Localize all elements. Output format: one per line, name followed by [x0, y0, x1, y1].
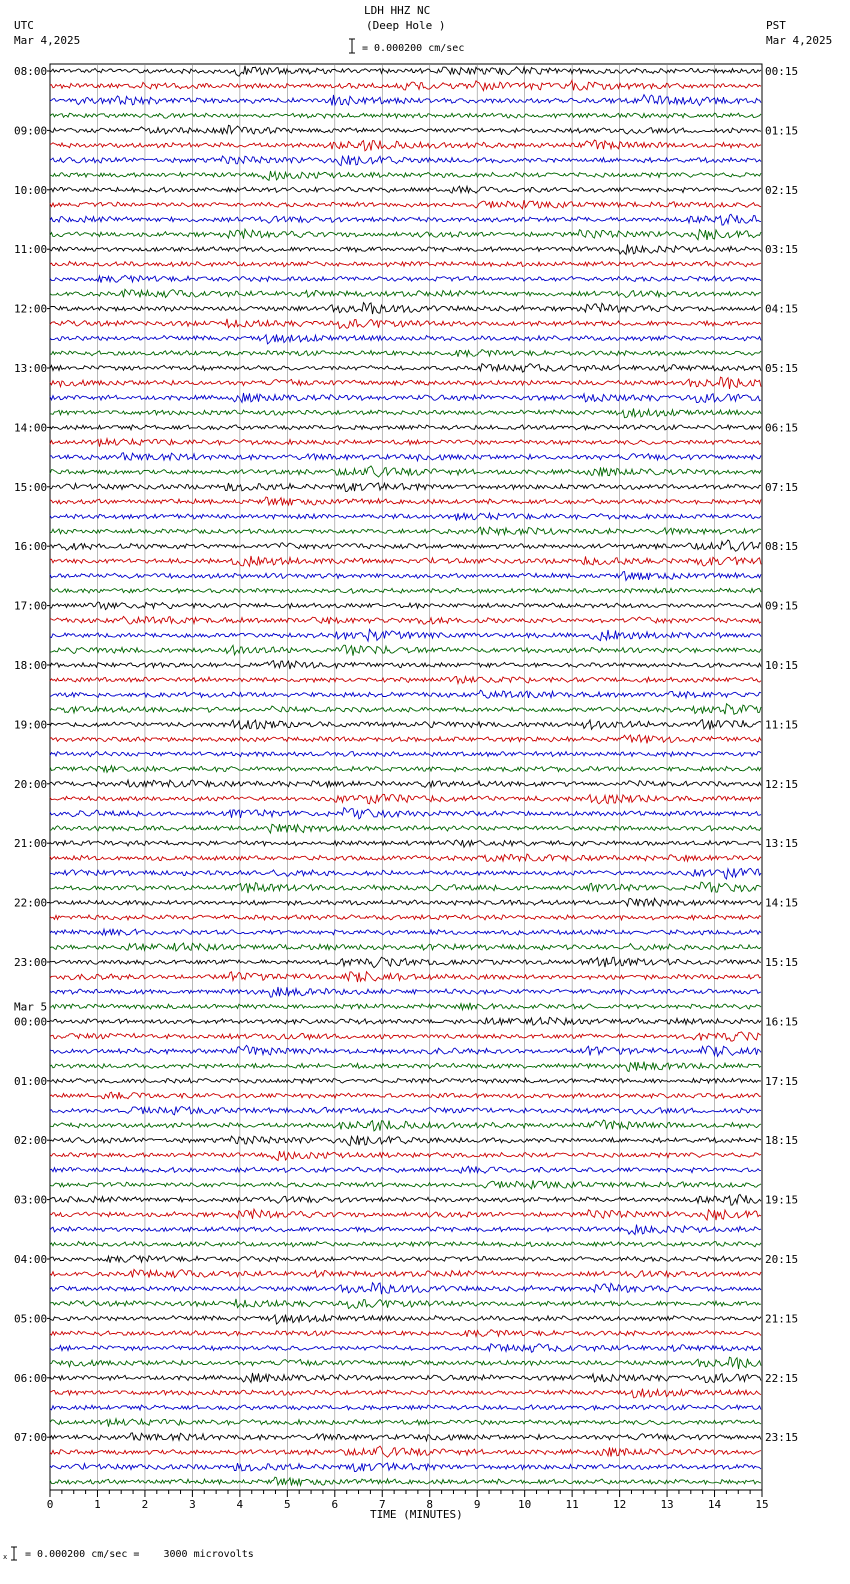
- pst-hour-label: 09:15: [765, 599, 799, 613]
- seismic-trace: [50, 572, 761, 581]
- seismic-trace: [50, 808, 761, 819]
- seismic-trace: [50, 497, 761, 506]
- x-tick-label: 13: [660, 1498, 674, 1511]
- pst-hour-label: 06:15: [765, 421, 799, 435]
- pst-hour-label: 20:15: [765, 1253, 799, 1266]
- pst-hour-label: 12:15: [765, 777, 799, 791]
- seismic-trace: [50, 140, 761, 151]
- seismic-trace: [50, 289, 761, 297]
- seismic-trace: [50, 720, 761, 730]
- utc-hour-label: 17:00: [14, 599, 48, 613]
- utc-hour-label: 04:00: [14, 1253, 48, 1266]
- seismic-trace: [50, 854, 761, 861]
- seismic-trace: [50, 1209, 761, 1220]
- pst-hour-label: 16:15: [765, 1015, 799, 1029]
- x-tick-label: 6: [331, 1498, 339, 1511]
- pst-hour-label: 23:15: [765, 1431, 799, 1445]
- left-date: Mar 4,2025: [14, 34, 81, 47]
- utc-hour-label: 12:00: [14, 302, 48, 316]
- seismic-trace: [50, 588, 761, 593]
- utc-hour-label: 22:00: [14, 896, 48, 910]
- station-title: LDH HHZ NC: [364, 4, 431, 17]
- seismic-trace: [50, 1357, 761, 1369]
- seismic-trace: [50, 1107, 761, 1115]
- seismic-trace: [50, 943, 761, 951]
- svg-text:x: x: [3, 1553, 8, 1561]
- utc-hour-label: 23:00: [14, 956, 48, 969]
- seismic-trace: [50, 156, 761, 166]
- seismic-trace: [50, 824, 761, 833]
- pst-hour-label: 07:15: [765, 480, 799, 494]
- seismic-trace: [50, 794, 761, 804]
- seismic-trace: [50, 752, 761, 757]
- seismic-trace: [50, 377, 761, 389]
- seismic-trace: [50, 171, 761, 180]
- pst-hour-label: 21:15: [765, 1312, 799, 1326]
- utc-hour-label: 11:00: [14, 243, 48, 257]
- seismic-trace: [50, 466, 761, 477]
- seismic-trace: [50, 704, 761, 715]
- x-tick-label: 9: [473, 1498, 481, 1511]
- seismic-trace: [50, 1433, 761, 1441]
- seismic-trace: [50, 661, 761, 669]
- seismic-trace: [50, 1283, 761, 1295]
- pst-hour-label: 19:15: [765, 1193, 799, 1207]
- seismic-trace: [50, 1477, 761, 1486]
- seismic-trace: [50, 780, 761, 787]
- seismic-trace: [50, 1166, 761, 1173]
- seismic-trace: [50, 677, 761, 684]
- seismic-trace: [50, 186, 761, 193]
- pst-hour-label: 15:15: [765, 956, 799, 969]
- seismic-trace: [50, 393, 761, 403]
- utc-hour-label: 05:00: [14, 1312, 48, 1326]
- utc-hour-label: 20:00: [14, 777, 48, 791]
- seismic-trace: [50, 616, 761, 624]
- utc-hour-label: 14:00: [14, 421, 48, 435]
- x-tick-label: 14: [707, 1498, 722, 1511]
- x-tick-label: 5: [284, 1498, 291, 1511]
- seismic-trace: [50, 898, 761, 906]
- seismic-trace: [50, 1032, 761, 1041]
- seismic-trace: [50, 425, 761, 430]
- x-tick-label: 0: [46, 1498, 54, 1511]
- seismic-trace: [50, 303, 761, 315]
- seismic-trace: [50, 1269, 761, 1277]
- seismic-trace: [50, 229, 761, 240]
- pst-hour-label: 02:15: [765, 183, 799, 197]
- seismic-trace: [50, 1194, 761, 1205]
- seismic-trace: [50, 1078, 761, 1083]
- seismic-trace: [50, 245, 761, 255]
- seismic-trace: [50, 364, 761, 373]
- utc-hour-label: 01:00: [14, 1074, 48, 1088]
- seismic-trace: [50, 214, 761, 225]
- seismic-trace: [50, 125, 761, 134]
- seismic-trace: [50, 513, 761, 521]
- seismic-trace: [50, 527, 761, 535]
- utc-hour-label: 09:00: [14, 124, 48, 138]
- seismic-trace: [50, 1225, 761, 1235]
- utc-hour-label: 08:00: [14, 65, 48, 78]
- seismic-trace: [50, 1299, 761, 1309]
- utc-hour-label: 06:00: [14, 1371, 48, 1385]
- seismic-trace: [50, 1405, 761, 1410]
- seismic-trace: [50, 1242, 761, 1247]
- seismic-trace: [50, 987, 761, 997]
- right-date: Mar 4,2025: [766, 34, 833, 47]
- seismic-trace: [50, 95, 761, 106]
- seismic-trace: [50, 929, 761, 936]
- seismic-trace: [50, 868, 761, 879]
- utc-hour-label: 13:00: [14, 362, 48, 375]
- seismic-trace: [50, 540, 761, 551]
- seismic-trace: [50, 80, 761, 90]
- seismic-trace: [50, 319, 761, 329]
- utc-hour-label: 16:00: [14, 540, 48, 554]
- x-tick-label: 4: [236, 1498, 244, 1511]
- utc-hour-label: 15:00: [14, 480, 48, 494]
- seismic-trace: [50, 275, 761, 282]
- seismic-trace: [50, 1136, 761, 1146]
- footer-scale-note: = 0.000200 cm/sec = 3000 microvolts: [25, 1549, 254, 1560]
- x-tick-label: 11: [565, 1498, 579, 1511]
- x-tick-label: 3: [189, 1498, 196, 1511]
- utc-hour-label: 19:00: [14, 718, 48, 732]
- pst-hour-label: 18:15: [765, 1134, 799, 1148]
- seismic-trace: [50, 957, 761, 967]
- seismic-trace: [50, 556, 761, 566]
- seismic-trace: [50, 66, 761, 76]
- x-tick-label: 7: [378, 1498, 386, 1511]
- seismic-trace: [50, 1092, 761, 1099]
- seismic-trace: [50, 350, 761, 357]
- seismic-trace: [50, 1446, 761, 1457]
- seismic-trace: [50, 409, 761, 418]
- seismic-trace: [50, 915, 761, 920]
- utc-hour-label: 02:00: [14, 1134, 48, 1148]
- pst-hour-label: 03:15: [765, 243, 799, 257]
- seismic-trace: [50, 200, 761, 209]
- pst-hour-label: 13:15: [765, 837, 799, 851]
- utc-hour-label: 00:00: [14, 1015, 48, 1029]
- seismic-trace: [50, 1003, 761, 1010]
- seismic-trace: [50, 1062, 761, 1072]
- seismic-trace: [50, 1330, 761, 1337]
- seismic-trace: [50, 1045, 761, 1056]
- seismic-trace: [50, 483, 761, 492]
- pst-hour-label: 05:15: [765, 362, 799, 375]
- scale-label: = 0.000200 cm/sec: [362, 43, 465, 54]
- seismic-trace: [50, 690, 761, 698]
- pst-hour-label: 04:15: [765, 302, 799, 316]
- x-tick-label: 8: [426, 1498, 434, 1511]
- seismic-trace: [50, 1017, 761, 1025]
- seismic-trace: [50, 1180, 761, 1189]
- pst-hour-label: 14:15: [765, 896, 799, 910]
- seismic-trace: [50, 335, 761, 344]
- seismic-trace: [50, 261, 761, 266]
- seismic-trace: [50, 972, 761, 982]
- site-title: (Deep Hole ): [366, 19, 446, 32]
- pst-hour-label: 17:15: [765, 1074, 799, 1088]
- seismic-trace: [50, 1255, 761, 1262]
- x-tick-label: 1: [94, 1498, 101, 1511]
- left-timezone: UTC: [14, 19, 34, 32]
- seismic-trace: [50, 629, 761, 641]
- pst-hour-label: 22:15: [765, 1371, 799, 1385]
- seismic-trace: [50, 1419, 761, 1427]
- seismic-trace: [50, 882, 761, 893]
- seismic-trace: [50, 1315, 761, 1324]
- pst-hour-label: 01:15: [765, 124, 799, 138]
- seismic-trace: [50, 453, 761, 461]
- x-tick-label: 12: [612, 1498, 627, 1511]
- seismic-trace: [50, 1151, 761, 1160]
- utc-hour-label: 21:00: [14, 837, 48, 851]
- seismic-trace: [50, 840, 761, 847]
- pst-hour-label: 00:15: [765, 65, 799, 78]
- utc-hour-label: 07:00: [14, 1431, 48, 1445]
- x-axis-label: TIME (MINUTES): [370, 1508, 463, 1521]
- pst-hour-label: 11:15: [765, 718, 799, 732]
- utc-hour-label: 03:00: [14, 1193, 48, 1207]
- x-tick-label: 10: [518, 1498, 532, 1511]
- x-tick-label: 2: [141, 1498, 149, 1511]
- seismic-trace: [50, 1463, 761, 1472]
- seismic-trace: [50, 1344, 761, 1353]
- seismic-trace: [50, 766, 761, 773]
- day-change-label: Mar 5: [14, 1000, 48, 1014]
- seismic-trace: [50, 735, 761, 744]
- seismic-trace: [50, 1389, 761, 1398]
- pst-hour-label: 10:15: [765, 659, 799, 672]
- seismic-trace: [50, 439, 761, 447]
- pst-hour-label: 08:15: [765, 540, 799, 554]
- seismic-trace: [50, 645, 761, 656]
- seismic-trace: [50, 602, 761, 610]
- right-timezone: PST: [766, 19, 786, 32]
- x-tick-label: 15: [755, 1498, 769, 1511]
- seismic-trace: [50, 1120, 761, 1131]
- seismic-trace: [50, 113, 761, 118]
- seismic-trace: [50, 1373, 761, 1383]
- utc-hour-label: 18:00: [14, 659, 48, 672]
- utc-hour-label: 10:00: [14, 183, 48, 197]
